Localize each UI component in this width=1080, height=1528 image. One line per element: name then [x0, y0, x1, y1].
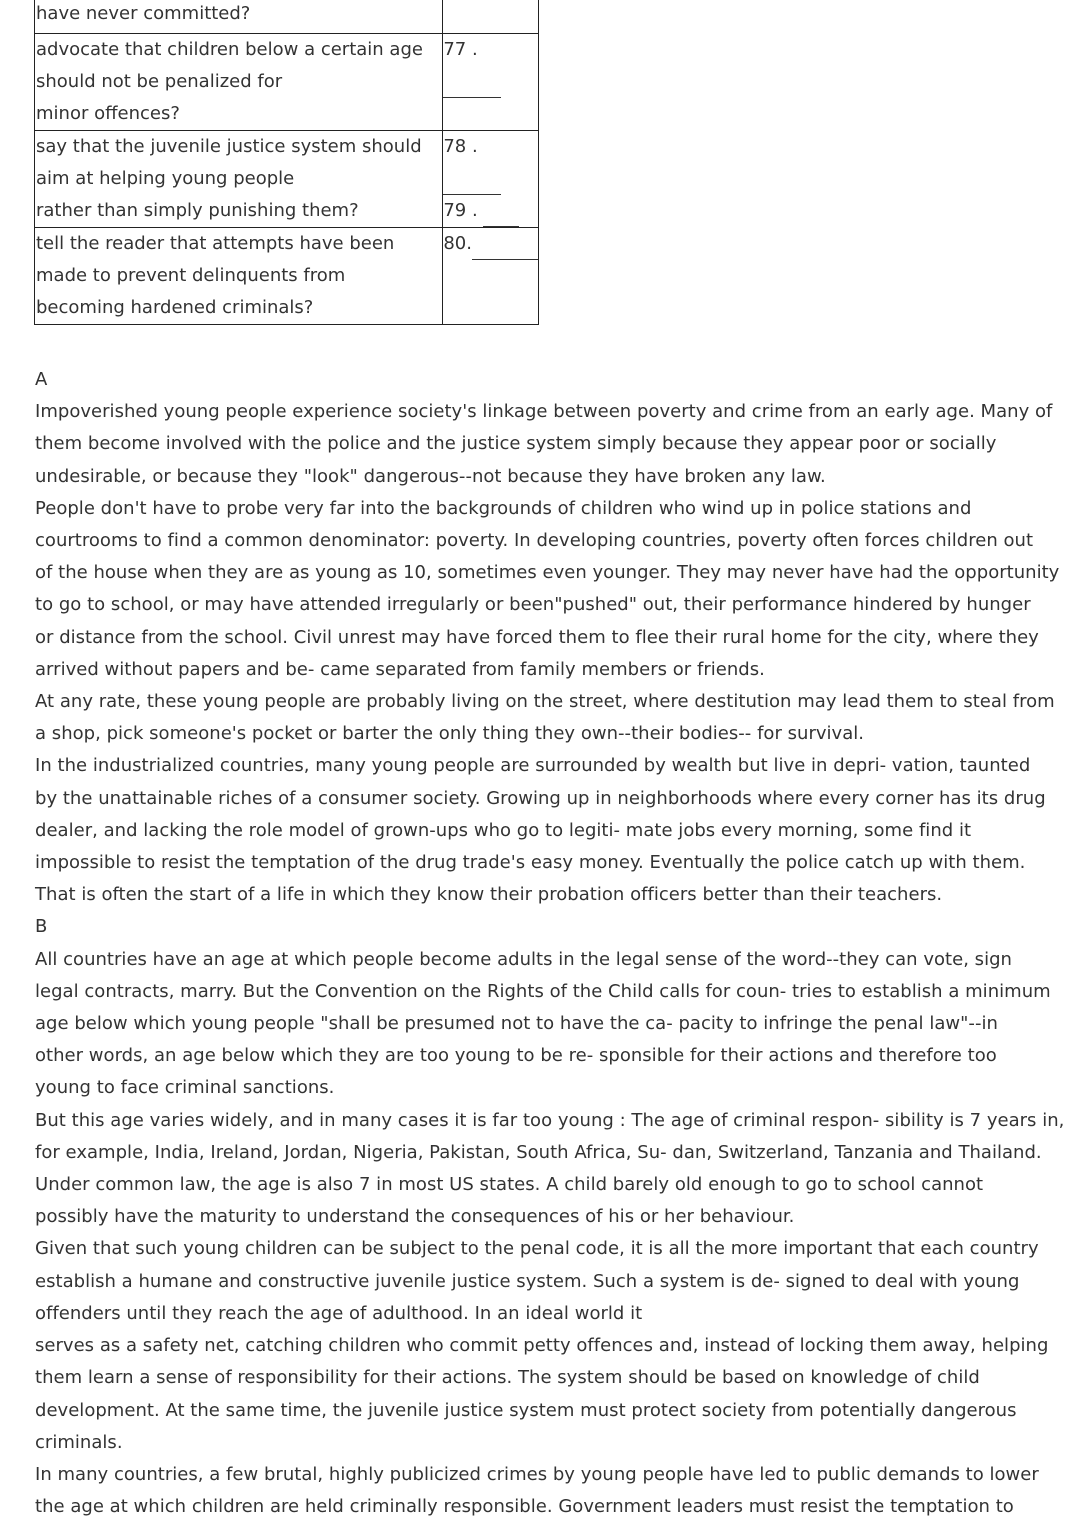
table-row [35, 228, 539, 325]
answer-cell [443, 34, 539, 131]
text-line: or distance from the school. Civil unrest may have forced them to flee their rural home for the city, where they [35, 626, 1039, 648]
answer-blank-80[interactable] [472, 237, 538, 260]
text-line: of the house when they are as young as 10, sometimes even younger. They may never have had the opportunity [35, 562, 1060, 584]
text-line: People don't have to probe very far into the backgrounds of children who wind up in police stations and [35, 497, 972, 519]
text-line: a shop, pick someone's pocket or barter the only thing they own--their bodies-- for survival. [35, 723, 865, 745]
reading-passage [35, 364, 1065, 1523]
question-statement [35, 131, 443, 228]
answer-row-80 [443, 228, 538, 260]
text-line: dealer, and lacking the role model of grown-ups who go to legiti- mate jobs every morning, some find it [35, 819, 972, 841]
answer-label-79: 79 . [443, 200, 478, 221]
answer-label-77: 77 . [443, 39, 478, 60]
answer-blank-77[interactable] [443, 75, 501, 98]
text-line: age below which young people "shall be presumed not to have the ca- pacity to infringe the penal law"--in [35, 1013, 998, 1035]
text-line: possibly have the maturity to understand the consequences of his or her behaviour. [35, 1206, 795, 1228]
answer-blank-78[interactable] [443, 172, 501, 195]
text-line: other words, an age below which they are too young to be re- sponsible for their actions and therefore too [35, 1045, 997, 1067]
text-line: them learn a sense of responsibility for their actions. The system should be based on knowledge of child [35, 1367, 980, 1389]
statement-line: advocate that children below a certain age [36, 39, 423, 60]
section-heading [35, 911, 1055, 943]
text-line: undesirable, or because they "look" dangerous--not because they have broken any law. [35, 465, 826, 487]
statement-line: rather than simply punishing them? [36, 200, 359, 221]
text-line: them become involved with the police and the justice system simply because they appear poor or socially [35, 433, 997, 455]
paragraph [35, 686, 1055, 750]
text-line: establish a humane and constructive juvenile justice system. Such a system is de- signed to deal with young [35, 1270, 1020, 1292]
statement-line: have never committed? [36, 3, 251, 24]
section-heading [35, 364, 1055, 396]
text-line: by the unattainable riches of a consumer society. Growing up in neighborhoods where every corner has its drug [35, 787, 1046, 809]
text-line: All countries have an age at which people become adults in the legal sense of the word--they can vote, sign [35, 948, 1012, 970]
answer-blank-row [443, 66, 538, 98]
text-line: Impoverished young people experience society's linkage between poverty and crime from an early age. Many of [35, 401, 1053, 423]
question-statement [35, 34, 443, 131]
text-line: for example, India, Ireland, Jordan, Nigeria, Pakistan, South Africa, Su- dan, Switzerland, Tanzania and Thailand. [35, 1141, 1042, 1163]
text-line: Given that such young children can be subject to the penal code, it is all the more important that each country [35, 1238, 1039, 1260]
statement-line: becoming hardened criminals? [36, 297, 314, 318]
table-row [35, 0, 539, 34]
table-row [35, 131, 539, 228]
paragraph [35, 944, 1055, 1105]
answer-cell [443, 131, 539, 228]
text-line: Under common law, the age is also 7 in most US states. A child barely old enough to go to school cannot [35, 1174, 984, 1196]
answer-blank-row [443, 163, 538, 195]
text-line: courtrooms to find a common denominator: poverty. In developing countries, poverty often forces children out [35, 530, 1034, 552]
statement-line: minor offences? [36, 103, 180, 124]
text-line: B [35, 916, 48, 938]
paragraph [35, 1330, 1055, 1459]
paragraph [35, 396, 1055, 493]
answer-cell [443, 0, 539, 34]
paragraph [35, 1233, 1055, 1330]
answer-row-79 [443, 195, 538, 227]
text-line: young to face criminal sanctions. [35, 1077, 335, 1099]
text-line: criminals. [35, 1431, 123, 1453]
text-line: impossible to resist the temptation of the drug trade's easy money. Eventually the police catch up with them. [35, 852, 1026, 874]
question-statement [35, 228, 443, 325]
question-statement [35, 0, 443, 34]
text-line: At any rate, these young people are probably living on the street, where destitution may lead them to steal from [35, 691, 1055, 713]
paragraph [35, 1105, 1065, 1234]
statement-line: say that the juvenile justice system should [36, 136, 422, 157]
statement-line: aim at helping young people [36, 168, 295, 189]
text-line: That is often the start of a life in which they know their probation officers better than their teachers. [35, 884, 943, 906]
text-line: arrived without papers and be- came separated from family members or friends. [35, 658, 765, 680]
text-line: to go to school, or may have attended irregularly or been"pushed" out, their performance hindered by hunger [35, 594, 1031, 616]
text-line: In the industrialized countries, many young people are surrounded by wealth but live in depri- vation, taunted [35, 755, 1031, 777]
text-line: But this age varies widely, and in many cases it is far too young : The age of criminal respon- sibility is 7 years in, [35, 1109, 1065, 1131]
text-line: the age at which children are held criminally responsible. Government leaders must resist the temptation to [35, 1496, 1014, 1518]
statement-line: tell the reader that attempts have been [36, 233, 395, 254]
text-line: In many countries, a few brutal, highly publicized crimes by young people have led to public demands to lower [35, 1463, 1039, 1485]
text-line: development. At the same time, the juvenile justice system must protect society from potentially dangerous [35, 1399, 1017, 1421]
text-line: offenders until they reach the age of adulthood. In an ideal world it [35, 1302, 643, 1324]
matching-question-table [34, 0, 539, 325]
statement-line: should not be penalized for [36, 71, 283, 92]
text-line: legal contracts, marry. But the Convention on the Rights of the Child calls for coun- tries to establish a minimum [35, 980, 1051, 1002]
answer-cell [443, 228, 539, 325]
answer-blank-79[interactable] [483, 204, 519, 227]
table-row [35, 34, 539, 131]
statement-line: made to prevent delinquents from [36, 265, 346, 286]
paragraph [35, 493, 1060, 686]
answer-label-80: 80. [443, 233, 472, 254]
paragraph [35, 1459, 1055, 1523]
paragraph [35, 750, 1055, 911]
text-line: A [35, 369, 48, 390]
text-line: serves as a safety net, catching children who commit petty offences and, instead of locking them away, helping [35, 1335, 1049, 1357]
answer-label-78: 78 . [443, 136, 478, 157]
